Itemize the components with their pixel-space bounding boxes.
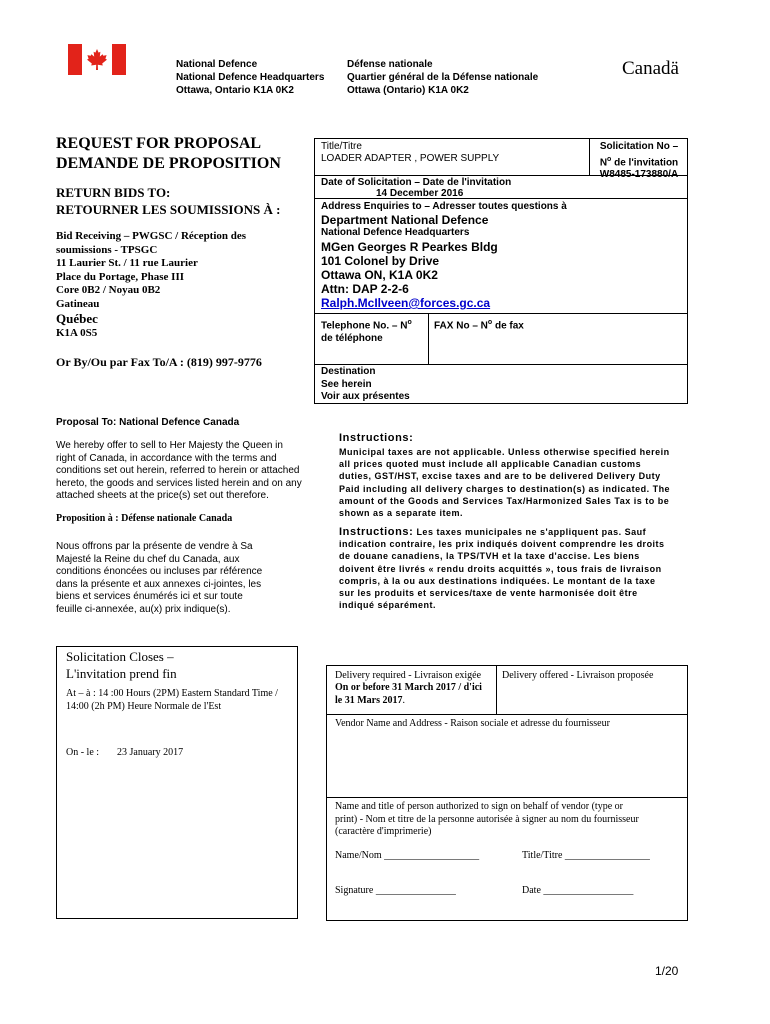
enquiries-email-link[interactable]: Ralph.McIlveen@forces.gc.ca [321,296,491,310]
proposal-en-line: We hereby offer to sell to Her Majesty the Queen in [56,440,283,451]
department-block-en [176,58,324,97]
address-line: Gatineau [56,297,100,310]
superscript-o: o [607,155,612,163]
solicitation-no-label: Solicitation No – [599,141,679,152]
title-value: LOADER ADAPTER , POWER SUPPLY [321,153,500,164]
tel-text: Telephone No. – N [321,320,408,332]
telephone-label [321,317,412,345]
enquiries-line: Ottawa ON, K1A 0K2 [321,268,438,282]
divider [314,313,688,314]
instructions-fr-line: compris, à la ou aux destinations indiquées. Le montant de la taxe [339,575,656,586]
instructions-en-line: Paid including all delivery charges to destination(s) as indicated. The [339,483,671,494]
date-value: 14 December 2016 [376,188,464,199]
delivery-date-period: . [402,694,405,706]
closes-on-label: On - le : [66,747,100,758]
superscript-o: o [487,319,493,326]
closes-title-en: Solicitation Closes – [66,649,174,664]
solicitation-no-value: W8485-173880/A [599,169,679,181]
fax-label [434,317,524,333]
instructions-en-line: shown as a separate item. [339,508,464,519]
address-line: Bid Receiving – PWGSC / Réception des [56,230,247,242]
divider [326,797,688,798]
superscript-o: o [407,319,412,326]
address-province: Québec [56,311,98,326]
divider [496,665,497,714]
fax-text-fr: de fax [492,320,524,332]
divider [326,714,688,715]
instructions-fr-first [339,526,665,538]
n-letter: N [599,156,608,168]
enquiries-hq: National Defence Headquarters [321,227,470,238]
return-bids-en: RETURN BIDS TO: [56,185,171,200]
solicitation-no-label-fr [593,154,685,170]
closes-on-value: 23 January 2017 [117,747,184,758]
instructions-en-line: amount of the Goods and Services Tax/Harmonized Sales Tax is to be [339,495,670,506]
return-bids-fr: RETOURNER LES SOUMISSIONS À : [56,202,281,217]
vendor-name-label: Vendor Name and Address - Raison sociale et adresse du fournisseur [335,718,610,729]
delivery-offered-label: Delivery offered - Livraison proposée [502,670,654,681]
date-label: Date of Solicitation – Date de l'invitation [321,177,512,188]
telephone-label-fr: de téléphone [321,332,383,344]
page-number: 1/20 [655,964,679,978]
fax-line: Or By/Ou par Fax To/A : (819) 997-9776 [56,355,262,369]
instructions-text-fr [339,526,665,611]
proposal-en-line: hereto, the goods and services listed herein and on any [56,477,302,489]
address-line: Core 0B2 / Noyau 0B2 [56,284,161,296]
divider [428,313,429,364]
proposal-fr-line: Majesté la Reine du chef du Canada, aux [56,553,240,565]
date-field[interactable]: Date __________________ [522,885,634,896]
return-address [56,230,246,341]
closes-title [66,648,177,682]
address-line: 11 Laurier St. / 11 rue Laurier [56,257,198,269]
signature-field[interactable]: Signature ________________ [335,885,456,896]
dept-en-line: Ottawa, Ontario K1A 0K2 [176,85,294,96]
enquiries-address [321,240,498,310]
rfp-title-en: REQUEST FOR PROPOSAL [56,135,262,152]
proposal-fr-line: feuille ci-annexée, au(x) prix indique(s). [56,603,231,615]
enquiries-line: 101 Colonel by Drive [321,254,440,268]
instructions-heading-en: Instructions: [339,432,414,444]
closes-title-fr: L'invitation prend fin [66,666,177,681]
proposal-fr-line: biens et services énumérés ici et sur toute [56,591,243,602]
instructions-fr-line: indiqué séparément. [339,600,437,611]
closes-time-line: 14:00 (2h PM) Heure Normale de l'Est [66,700,222,712]
instructions-en-line: all prices quoted must include all applicable Canadian customs [339,459,642,470]
maple-leaf-icon [85,48,109,72]
instructions-en-line: duties, GST/HST, excise taxes and are to be delivered Delivery Duty [339,471,661,482]
divider [314,364,688,365]
dept-fr-line: Ottawa (Ontario) K1A 0K2 [347,85,469,96]
proposal-fr-line: conditions énoncées ou incluses par référence [56,566,263,577]
instructions-en-line: Municipal taxes are not applicable. Unless otherwise specified herein [339,447,670,457]
instructions-fr-line: Les taxes municipales ne s'appliquent pas. Sauf [416,527,647,537]
dept-fr-line: Quartier général de la Défense nationale [347,72,539,83]
proposal-to-fr: Proposition à : Défense nationale Canada [56,513,233,524]
enquiries-dept: Department National Defence [321,213,489,227]
authorized-line: (caractère d'imprimerie) [335,826,432,837]
proposal-fr-line: dans la présente et aux annexes ci-jointes, les [56,578,262,590]
instructions-heading-fr: Instructions: [339,526,414,538]
enquiries-line: MGen Georges R Pearkes Bldg [321,240,498,254]
flag-right-bar [112,44,126,75]
delivery-date-text: le 31 Mars 2017 [335,694,403,706]
fax-text: FAX No – N [434,320,488,332]
delivery-date-line [335,695,482,708]
destination-line: Voir aux présentes [321,391,410,402]
closes-time-line: At – à : 14 :00 Hours (2PM) Eastern Standard Time / [66,688,278,699]
proposal-en-line: attached sheets at the price(s) set out therefore. [56,490,269,501]
proposal-en-line: conditions set out herein, referred to herein or attached [56,465,300,476]
address-postal: K1A 0S5 [56,327,98,339]
authorized-line: Name and title of person authorized to sign on behalf of vendor (type or [335,801,623,812]
canada-wordmark: Canadä [622,58,679,79]
return-bids-heading [56,184,280,218]
proposal-to-en: Proposal To: National Defence Canada [56,417,240,428]
dept-fr-line: Défense nationale [347,59,433,70]
solicitation-number [593,141,685,182]
enquiries-line: Attn: DAP 2-2-6 [321,282,409,296]
proposal-en-line: right of Canada, in accordance with the terms and [56,452,277,464]
dept-en-line: National Defence Headquarters [176,72,325,83]
authorized-line: print) - Nom et titre de la personne autorisée à signer au nom du fournisseur [335,813,639,825]
instructions-fr-line: indication contraire, les prix indiqués doivent comprendre les droits [339,539,665,550]
instructions-fr-line: de douane canadiens, la TPS/TVH et la taxe d'accise. Les biens [339,551,640,562]
authorized-person-label [335,801,639,839]
proposal-fr-line: Nous offrons par la présente de vendre à Sa [56,541,253,552]
address-line: Place du Portage, Phase III [56,270,185,283]
destination-block [321,366,410,404]
delivery-required-date [335,682,482,707]
proposal-text-en [56,440,302,503]
de-l-invitation: de l'invitation [614,156,679,168]
instructions-text-en [339,446,670,519]
proposal-text-fr [56,541,262,616]
department-block-fr [347,58,538,97]
name-field[interactable]: Name/Nom ___________________ [335,850,480,861]
flag-left-bar [68,44,82,75]
destination-label: Destination [321,366,376,377]
delivery-required-label: Delivery required - Livraison exigée [335,670,482,681]
instructions-fr-line: doivent être livrés « rendu droits acquittés », tous frais de livraison [339,563,662,574]
divider [314,198,688,199]
telephone-label-en [321,317,412,333]
canada-flag-logo [68,44,126,75]
closes-time [66,688,278,713]
title-field[interactable]: Title/Titre _________________ [522,850,650,861]
address-line: soumissions - TPSGC [56,243,158,256]
solicitation-closes-box [56,646,298,919]
dept-en-line: National Defence [176,59,258,70]
rfp-title-fr: DEMANDE DE PROPOSITION [56,155,281,172]
destination-line: See herein [321,378,372,390]
title-label: Title/Titre [321,141,362,152]
enquiries-label: Address Enquiries to – Adresser toutes questions à [321,201,567,212]
instructions-fr-line: sur les produits et services/taxe de vente harmonisée doit être [339,588,638,599]
delivery-date-line: On or before 31 March 2017 / d'ici [335,682,482,693]
rfp-title [56,134,281,174]
divider [589,138,590,175]
